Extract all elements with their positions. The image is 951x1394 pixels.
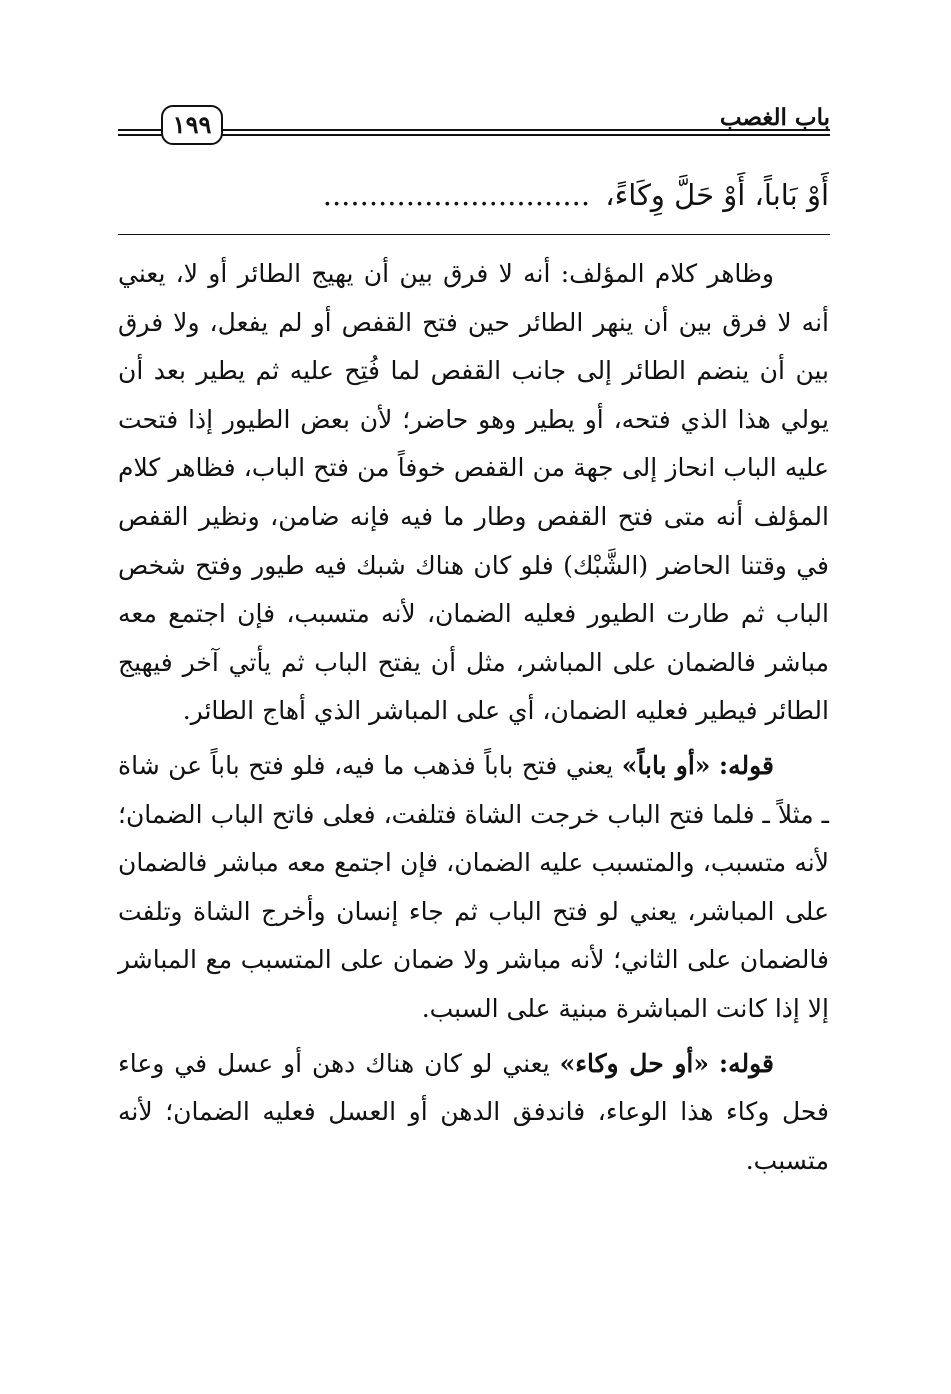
paragraph-text: وظاهر كلام المؤلف: أنه لا فرق بين أن يهيج الطائر أو لا، يعني أنه لا فرق بين أن ينهر الطائر حين فتح القفص أو لم يفعل، ولا فرق بين أن ينضم الطائر إلى جانب القفص لما فُتِح عليه ثم يطير بعد أن يولي هذا الذي فتحه، أو يطير وهو حاضر؛ لأن بعض الطيور إذا فتحت عليه الباب انحاز إلى جهة من القفص خوفاً من فتح الباب، فظاهر كلام المؤلف أنه متى فتح القفص وطار ما فيه فإنه ضامن، ونظير القفص في وقتنا الحاضر (الشَّبْك) فلو كان هناك شبك فيه طيور وفتح شخص الباب ثم طارت الطيور فعليه الضمان، لأنه متسبب، فإن اجتمع معه مباشر فالضمان على المباشر، مثل أن يفتح الباب ثم يأتي آخر فيهيج الطائر فيطير فعليه الضمان، أي على المباشر الذي أهاج الطائر.: [118, 259, 829, 726]
page-number: ١٩٩: [161, 105, 223, 145]
quoted-phrase: «أو باباً»: [621, 750, 711, 780]
qawluh-label: قوله:: [718, 1048, 775, 1078]
chapter-title: باب الغصب: [719, 104, 830, 131]
matn-ellipsis: .............................: [322, 178, 591, 212]
paragraph: [118, 250, 829, 736]
matn-line: [118, 170, 829, 220]
header-rule-double: [118, 134, 830, 136]
qawluh-label: قوله:: [718, 750, 775, 780]
matn-text: أَوْ بَاباً، أَوْ حَلَّ وِكَاءً،: [605, 178, 829, 212]
paragraph: [118, 742, 829, 1034]
matn-separator: [118, 234, 830, 235]
paragraph: [118, 1040, 829, 1186]
quoted-phrase: «أو حل وكاء»: [559, 1048, 709, 1078]
commentary-body: [118, 250, 829, 1185]
paragraph-text: يعني فتح باباً فذهب ما فيه، فلو فتح باباً عن شاة ـ مثلاً ـ فلما فتح الباب خرجت الشاة فتلفت، فعلى فاتح الباب الضمان؛ لأنه متسبب، والمتسبب عليه الضمان، فإن اجتمع معه مباشر فالضمان على المباشر، يعني لو فتح الباب ثم جاء إنسان وأخرج الشاة وتلفت فالضمان على الثاني؛ لأنه مباشر ولا ضمان على المتسبب مع المباشر إلا إذا كانت المباشرة مبنية على السبب.: [118, 750, 829, 1023]
page-header: [118, 92, 830, 152]
paragraph-text: يعني لو كان هناك دهن أو عسل في وعاء فحل وكاء هذا الوعاء، فاندفق الدهن أو العسل فعليه الضمان؛ لأنه متسبب.: [118, 1048, 829, 1175]
